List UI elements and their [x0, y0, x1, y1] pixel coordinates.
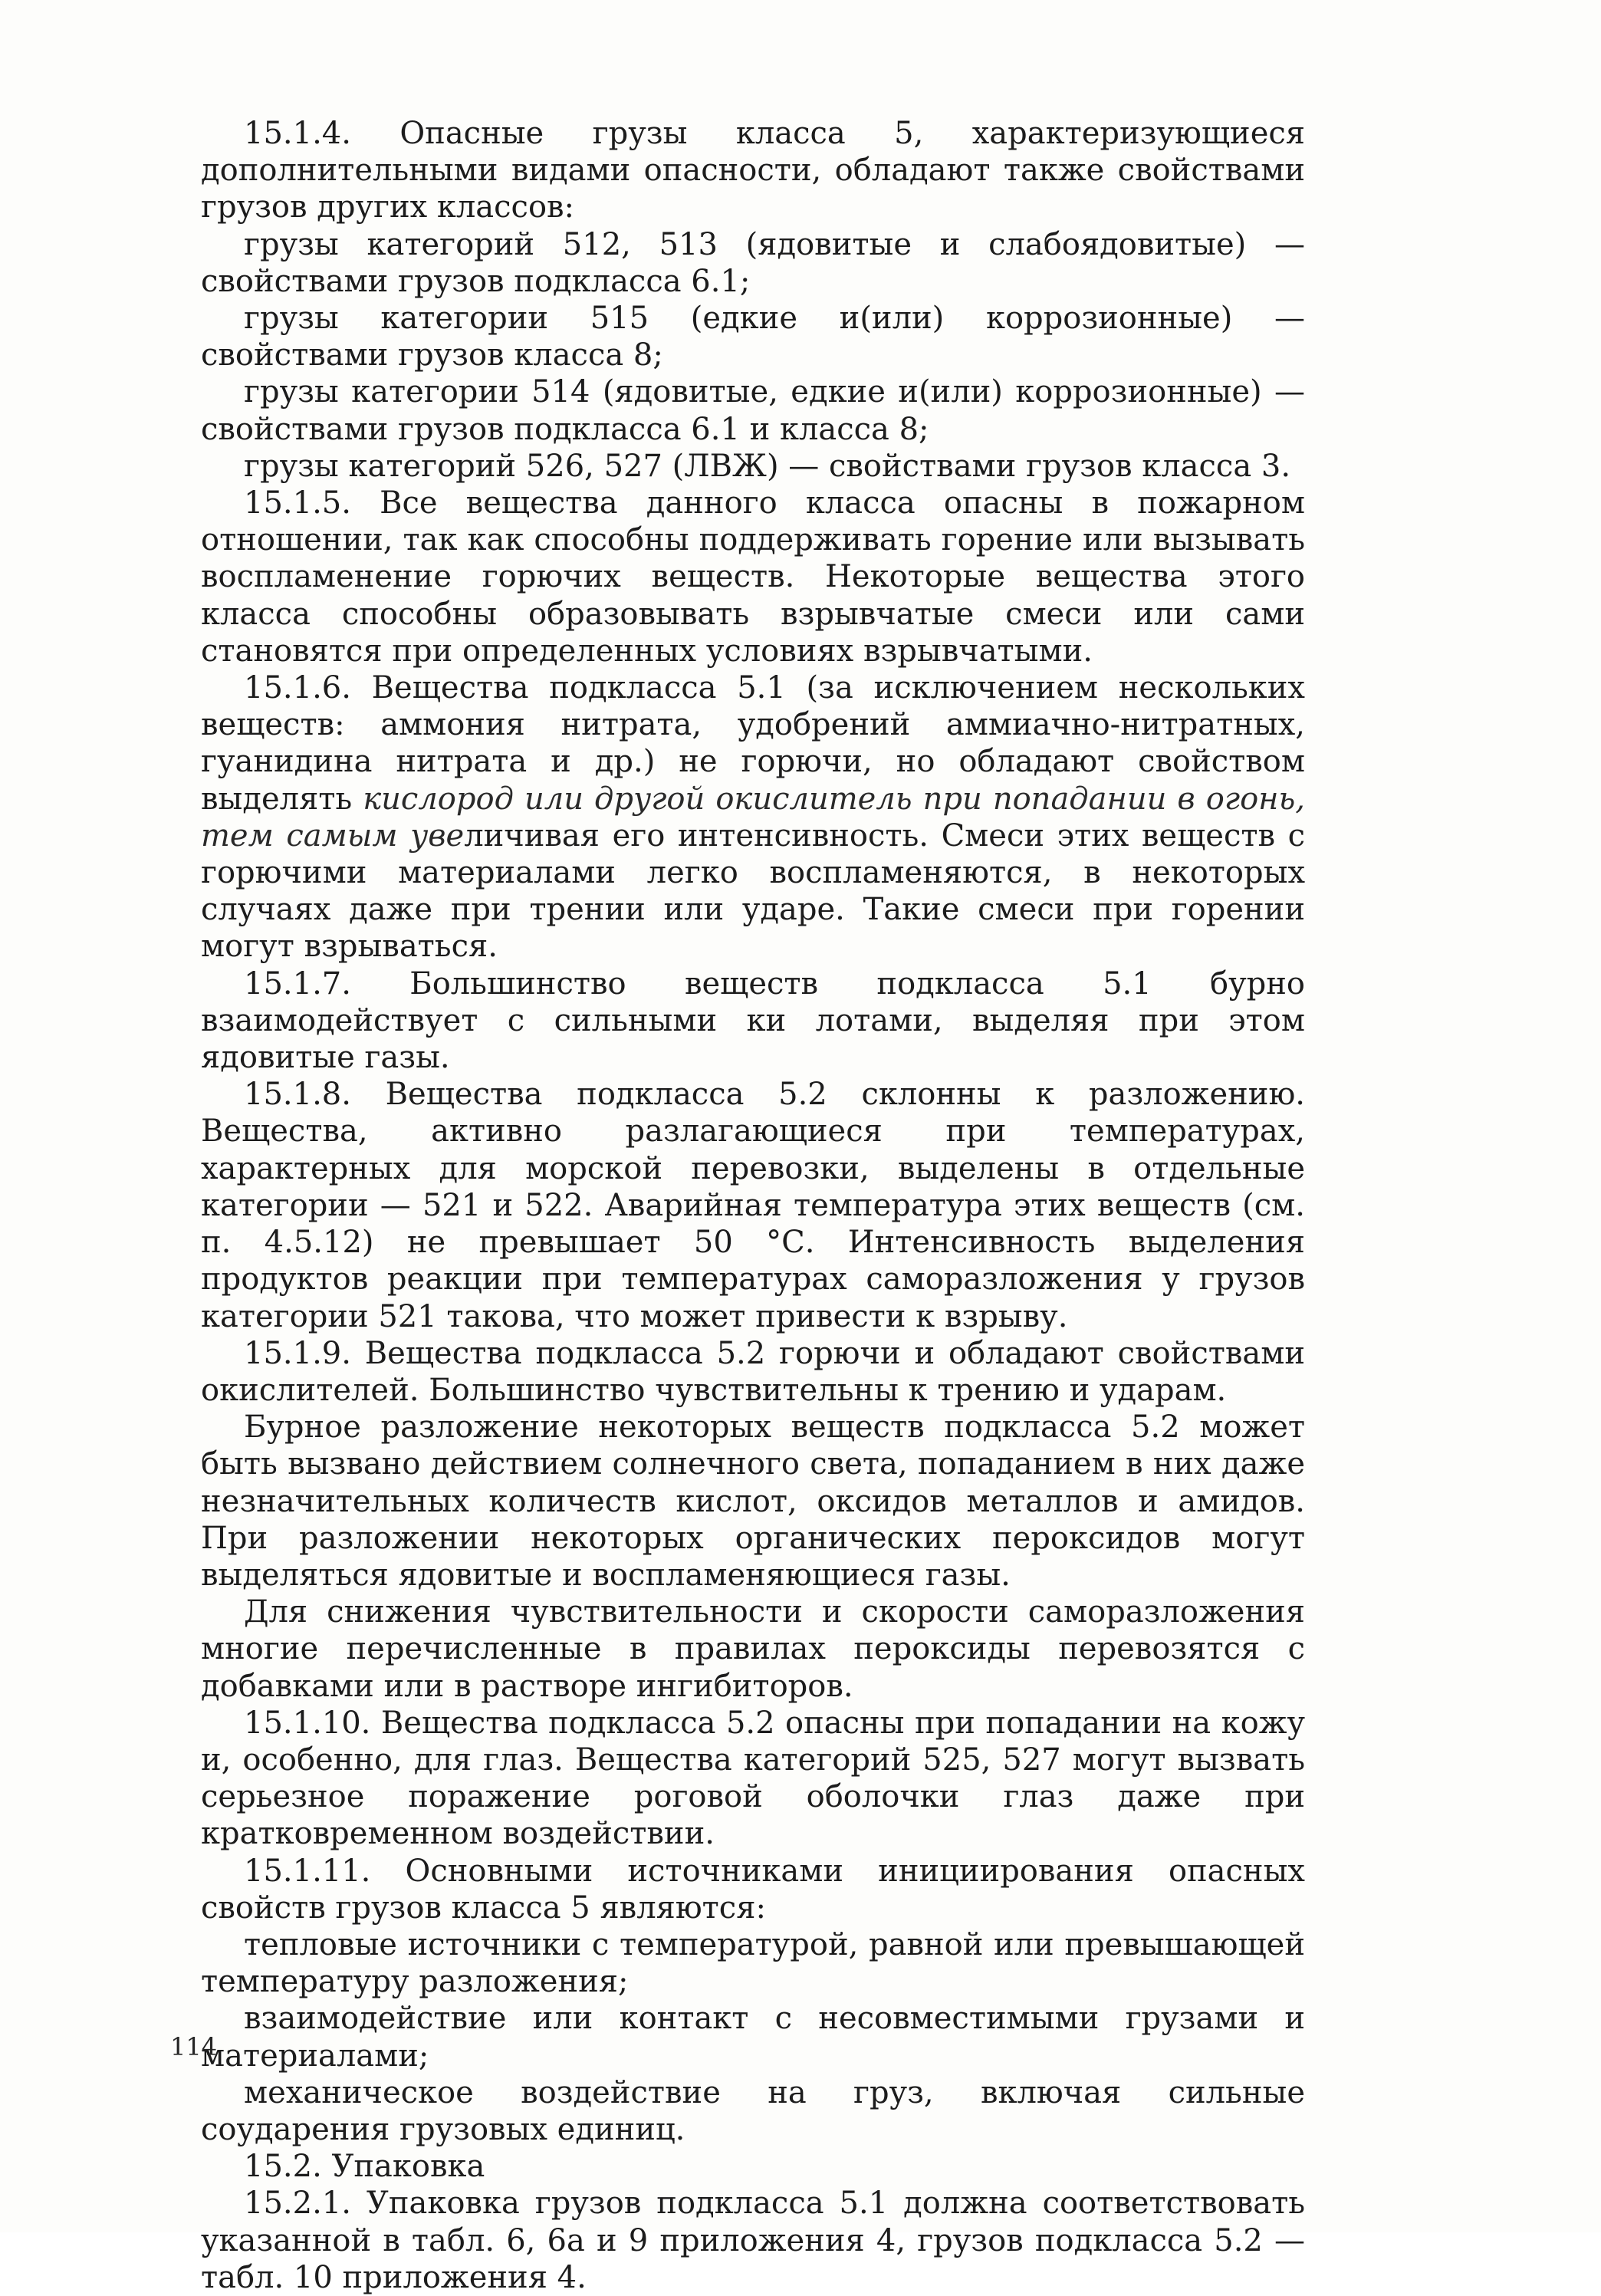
- paragraph-category-512-513: грузы категорий 512, 513 (ядовитые и слабоядовитые) — свойствами грузов подкласса 6.1;: [201, 226, 1305, 299]
- paragraph-mechanical-impact: механическое воздействие на груз, включая сильные соударения грузовых единиц.: [201, 2074, 1305, 2147]
- paragraph-15-1-6: [201, 669, 1305, 965]
- paragraph-category-526-527: грузы категорий 526, 527 (ЛВЖ) — свойствами грузов класса 3.: [244, 448, 1291, 484]
- paragraph-15-2-1: 15.2.1. Упаковка грузов подкласса 5.1 должна соответствовать указанной в табл. 6, 6а и 9 приложения 4, грузов подкласса 5.2 — табл. 10 приложения 4.: [201, 2186, 1305, 2295]
- page-number: 114: [170, 2032, 218, 2061]
- paragraph-15-1-6-italic: кислород или другой окислитель при попадании в огонь, тем самым уве: [201, 781, 1306, 854]
- paragraph-category-515: грузы категории 515 (едкие и(или) коррозионные) — свойствами грузов класса 8;: [201, 301, 1305, 373]
- paragraph-inhibitors: Для снижения чувствительности и скорости саморазложения многие перечисленные в правилах пероксиды перевозятся с добавками или в растворе ингибиторов.: [201, 1594, 1305, 1704]
- paragraph-15-1-7: 15.1.7. Большинство веществ подкласса 5.1 бурно взаимодействует с сильными ки лотами, выделяя при этом ядовитые газы.: [201, 965, 1305, 1076]
- paragraph-15-1-8: 15.1.8. Вещества подкласса 5.2 склонны к разложению. Вещества, активно разлагающиеся при температурах, характерных для морской перевозки, выделены в отдельные категории — 521 и 522. Аварийная температура этих веществ (см. п. 4.5.12) не превышает 50 °С. Интенсивность выделения продуктов реакции при температурах саморазложения у грузов категории 521 такова, что может привести к взрыву.: [201, 1077, 1305, 1334]
- section-heading-15-2: 15.2. Упаковка: [244, 2149, 485, 2185]
- paragraph-category-514: грузы категории 514 (ядовитые, едкие и(или) коррозионные) — свойствами грузов подкласса 6.1 и класса 8;: [201, 374, 1305, 447]
- paragraph-15-1-5: 15.1.5. Все вещества данного класса опасны в пожарном отношении, так как способны поддерживать горение или вызывать воспламенение горючих веществ. Некоторые вещества этого класса способны образовывать взрывчатые смеси или сами становятся при определенных условиях взрывчатыми.: [201, 485, 1305, 669]
- paragraph-heat-sources: тепловые источники с температурой, равной или превышающей температуру разложения;: [201, 1926, 1305, 2000]
- body-text: [201, 115, 1305, 2296]
- paragraph-15-1-6-start: 15.1.6. Вещества подкласса 5.1 (за исключением нескольких веществ: аммония нитрата, удобрений аммиачно-нитратных, гуанидина нитрата и др.) не горючи, но обладают свойством выделять: [201, 670, 1305, 817]
- paragraph-15-1-11: 15.1.11. Основными источниками инициирования опасных свойств грузов класса 5 являются:: [201, 1853, 1305, 1926]
- paragraph-incompatible-contact: взаимодействие или контакт с несовместимыми грузами и материалами;: [201, 2001, 1305, 2074]
- paragraph-15-1-10: 15.1.10. Вещества подкласса 5.2 опасны при попадании на кожу и, особенно, для глаз. Вещества категорий 525, 527 могут вызвать серьезное поражение роговой оболочки глаз даже при кратковременном воздействии.: [201, 1705, 1305, 1852]
- paragraph-15-1-9: 15.1.9. Вещества подкласса 5.2 горючи и обладают свойствами окислителей. Большинство чувствительны к трению и ударам.: [201, 1335, 1305, 1408]
- paragraph-decomposition: Бурное разложение некоторых веществ подкласса 5.2 может быть вызвано действием солнечного света, попаданием в них даже незначительных количеств кислот, оксидов металлов и амидов. При разложении некоторых органических пероксидов могут выделяться ядовитые и воспламеняющиеся газы.: [201, 1410, 1305, 1593]
- paragraph-15-1-6-end: личивая его интенсивность. Смеси этих веществ с горючими материалами легко воспламеняются, в некоторых случаях даже при трении или ударе. Такие смеси при горении могут взрываться.: [201, 817, 1305, 965]
- paragraph-15-1-4: 15.1.4. Опасные грузы класса 5, характеризующиеся дополнительными видами опасности, обладают также свойствами грузов других классов:: [201, 116, 1305, 225]
